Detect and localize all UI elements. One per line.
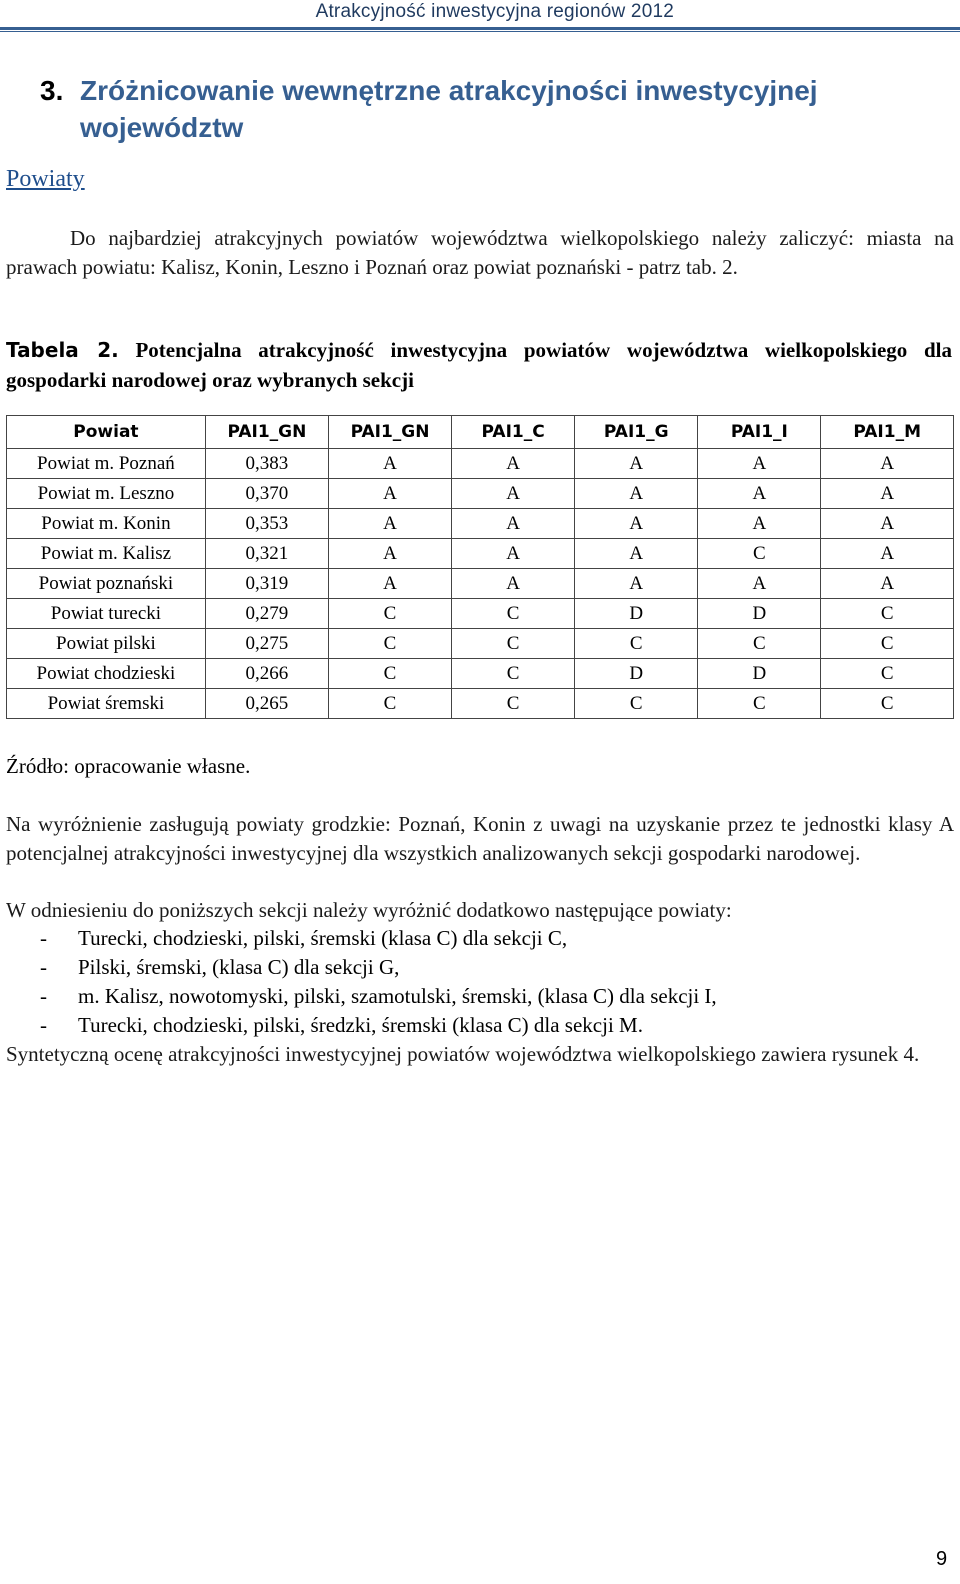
table-cell: C xyxy=(452,659,575,689)
table-header-cell: PAI1_I xyxy=(698,416,821,449)
table-cell: A xyxy=(575,479,698,509)
table-cell: 0,321 xyxy=(205,539,328,569)
table-cell: 0,383 xyxy=(205,449,328,479)
table-cell: A xyxy=(575,509,698,539)
table-cell: C xyxy=(821,599,954,629)
table-cell: A xyxy=(328,449,451,479)
table-header-cell: PAI1_GN xyxy=(205,416,328,449)
table-cell: A xyxy=(575,539,698,569)
table-cell: C xyxy=(328,629,451,659)
table-cell: A xyxy=(328,509,451,539)
list-item xyxy=(40,1011,940,1040)
table-cell: C xyxy=(328,689,451,719)
table-cell: A xyxy=(821,539,954,569)
intro-paragraph: Do najbardziej atrakcyjnych powiatów województwa wielkopolskiego należy zaliczyć: miasta na prawach powiatu: Kalisz, Konin, Leszno i Poznań oraz powiat poznański - patrz tab. 2. xyxy=(6,226,954,279)
table-cell: C xyxy=(821,689,954,719)
table-cell: Powiat m. Leszno xyxy=(7,479,206,509)
list-item xyxy=(40,982,940,1011)
table-cell: 0,370 xyxy=(205,479,328,509)
list-item-text: Turecki, chodzieski, pilski, śremski (klasa C) dla sekcji C, xyxy=(78,926,568,950)
table-cell: A xyxy=(821,449,954,479)
table-cell: A xyxy=(328,569,451,599)
paragraph-4: Syntetyczną ocenę atrakcyjności inwestycyjnej powiatów województwa wielkopolskiego zawiera rysunek 4. xyxy=(6,1042,920,1066)
table-cell: A xyxy=(328,539,451,569)
table-cell: C xyxy=(821,659,954,689)
table-cell: A xyxy=(698,569,821,599)
table-row xyxy=(7,659,954,689)
table-cell: A xyxy=(821,509,954,539)
header-rule-thin xyxy=(0,31,960,32)
table-cell: C xyxy=(452,689,575,719)
running-header xyxy=(316,0,674,24)
table-cell: Powiat m. Kalisz xyxy=(7,539,206,569)
table-cell: 0,279 xyxy=(205,599,328,629)
table-cell: A xyxy=(452,449,575,479)
table-cell: C xyxy=(698,629,821,659)
table-row xyxy=(7,449,954,479)
subheading: Powiaty xyxy=(6,166,85,192)
table-header-cell: Powiat xyxy=(7,416,206,449)
table-cell: C xyxy=(328,659,451,689)
table-cell: A xyxy=(698,449,821,479)
table-cell: 0,265 xyxy=(205,689,328,719)
list-item-text: m. Kalisz, nowotomyski, pilski, szamotulski, śremski, (klasa C) dla sekcji I, xyxy=(78,984,717,1008)
bullet-marker: - xyxy=(40,926,47,950)
table-cell: D xyxy=(575,599,698,629)
section-number: 3. xyxy=(40,75,64,106)
table-row xyxy=(7,569,954,599)
table-cell: C xyxy=(575,629,698,659)
list-item xyxy=(40,924,940,953)
table-cell: D xyxy=(698,659,821,689)
table-header-cell: PAI1_GN xyxy=(328,416,451,449)
table-cell: A xyxy=(575,449,698,479)
table-row xyxy=(7,479,954,509)
section-title-text: Zróżnicowanie wewnętrzne atrakcyjności inwestycyjnej województw xyxy=(80,75,818,143)
table-row xyxy=(7,689,954,719)
table-cell: A xyxy=(698,509,821,539)
table-header-cell: PAI1_G xyxy=(575,416,698,449)
header-rule xyxy=(0,27,960,30)
table-cell: Powiat śremski xyxy=(7,689,206,719)
table-row xyxy=(7,509,954,539)
table-cell: A xyxy=(821,479,954,509)
table-cell: C xyxy=(452,629,575,659)
page-number: 9 xyxy=(936,1548,948,1570)
table-cell: C xyxy=(328,599,451,629)
table-header-cell: PAI1_C xyxy=(452,416,575,449)
table-cell: A xyxy=(575,569,698,599)
table-cell: A xyxy=(452,509,575,539)
list-item-text: Pilski, śremski, (klasa C) dla sekcji G, xyxy=(78,955,400,979)
table-cell: C xyxy=(698,539,821,569)
table-caption-label: Tabela 2. xyxy=(6,338,119,362)
table-source: Źródło: opracowanie własne. xyxy=(6,754,251,778)
table-caption-text: Potencjalna atrakcyjność inwestycyjna powiatów województwa wielkopolskiego dla gospodarki narodowej oraz wybranych sekcji xyxy=(6,338,953,392)
table-cell: 0,319 xyxy=(205,569,328,599)
bullet-marker: - xyxy=(40,984,47,1008)
table-cell: C xyxy=(821,629,954,659)
running-header-title: Atrakcyjność inwestycyjna regionów 2012 xyxy=(315,1,674,22)
section-title xyxy=(40,72,920,146)
paragraph-2: Na wyróżnienie zasługują powiaty grodzkie: Poznań, Konin z uwagi na uzyskanie przez te jednostki klasy A potencjalnej atrakcyjności inwestycyjnej dla wszystkich analizowanych sekcji gospodarki narodowej. xyxy=(6,812,954,865)
table-cell: D xyxy=(575,659,698,689)
table-cell: Powiat m. Konin xyxy=(7,509,206,539)
table-cell: A xyxy=(821,569,954,599)
table-cell: 0,275 xyxy=(205,629,328,659)
table-cell: A xyxy=(452,569,575,599)
bullet-list xyxy=(40,924,940,1040)
table-row xyxy=(7,539,954,569)
table-cell: A xyxy=(452,539,575,569)
table-cell: Powiat m. Poznań xyxy=(7,449,206,479)
list-item xyxy=(40,953,940,982)
table-cell: Powiat turecki xyxy=(7,599,206,629)
table-cell: C xyxy=(698,689,821,719)
table-cell: C xyxy=(575,689,698,719)
table-caption xyxy=(6,335,952,395)
table-row xyxy=(7,629,954,659)
bullet-marker: - xyxy=(40,1013,47,1037)
list-item-text: Turecki, chodzieski, pilski, średzki, śremski (klasa C) dla sekcji M. xyxy=(78,1013,643,1037)
data-table xyxy=(6,415,954,719)
table-cell: D xyxy=(698,599,821,629)
table-cell: A xyxy=(452,479,575,509)
table-header-row xyxy=(7,416,954,449)
table-cell: 0,353 xyxy=(205,509,328,539)
table-cell: A xyxy=(698,479,821,509)
bullet-marker: - xyxy=(40,955,47,979)
paragraph-3: W odniesieniu do poniższych sekcji należy wyróżnić dodatkowo następujące powiaty: xyxy=(6,898,732,922)
table-cell: Powiat poznański xyxy=(7,569,206,599)
table-cell: Powiat chodzieski xyxy=(7,659,206,689)
table-header-cell: PAI1_M xyxy=(821,416,954,449)
table-cell: C xyxy=(452,599,575,629)
table-cell: Powiat pilski xyxy=(7,629,206,659)
table-cell: A xyxy=(328,479,451,509)
table-row xyxy=(7,599,954,629)
table-cell: 0,266 xyxy=(205,659,328,689)
